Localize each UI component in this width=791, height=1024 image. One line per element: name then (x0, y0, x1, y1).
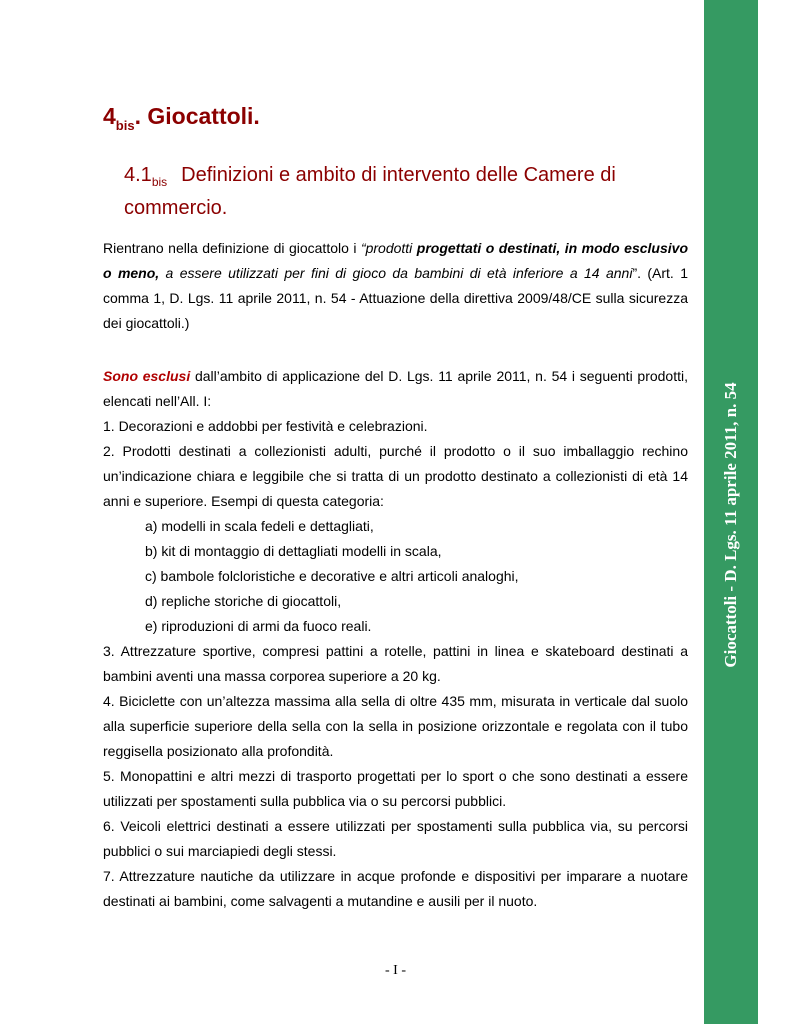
subsection-heading: $4.1_{bis}$ Definizioni e ambito di intervento delle Camere di commercio. (124, 164, 616, 219)
sub-list-item: d) repliche storiche di giocattoli, (145, 593, 342, 609)
list-item: 5. Monopattini e altri mezzi di trasporto progettati per lo sport o che sono destinati a essere utilizzati per spostamenti sulla pubblica via o su percorsi pubblici. (103, 768, 688, 809)
exclusions-intro: Sono esclusi dall’ambito di applicazione del D. Lgs. 11 aprile 2011, n. 54 i seguenti prodotti, elencati nell’All. I: (103, 368, 689, 409)
sidebar-title: Giocattoli - D. Lgs. 11 aprile 2011, n. 54 (721, 382, 740, 668)
exclusions-section (103, 364, 688, 914)
list-item: 6. Veicoli elettrici destinati a essere utilizzati per spostamenti sulla pubblica via, su percorsi pubblici o sui marciapiedi degli stessi. (103, 818, 688, 859)
list-item: 4. Biciclette con un’altezza massima alla sella di oltre 435 mm, misurata in verticale dal suolo alla superficie superiore della sella con la sella in posizione orizzontale e regolata con il tubo reggisella posizionato alla profondità. (103, 693, 688, 759)
section-heading: $4_{bis}$. Giocattoli. (103, 103, 260, 133)
sub-list-item: c) bambole folcloristiche e decorative e altri articoli analoghi, (145, 568, 519, 584)
intro-paragraph: Rientrano nella definizione di giocattolo i “prodotti progettati o destinati, in modo esclusivo o meno, a essere utilizzati per fini di gioco da bambini di età inferiore a 14 anni”. (Art. 1 comma 1, D. Lgs. 11 aprile 2011, n. 54 - Attuazione della direttiva 2009/48/CE sulla sicurezza dei giocattoli.) (103, 240, 688, 331)
list-item: 1. Decorazioni e addobbi per festività e celebrazioni. (103, 418, 428, 434)
list-item: 2. Prodotti destinati a collezionisti adulti, purché il prodotto o il suo imballaggio rechino un’indicazione chiara e leggibile che si tratta di un prodotto destinato a collezionisti di età 14 anni e superiore. Esempi di questa categoria: (103, 443, 688, 509)
page-number: - I - (385, 963, 406, 978)
sub-list-item: a) modelli in scala fedeli e dettagliati, (145, 518, 374, 534)
list-item: 7. Attrezzature nautiche da utilizzare in acque profonde e dispositivi per imparare a nuotare destinati ai bambini, come salvagenti a mutandine e ausili per il nuoto. (103, 868, 688, 909)
list-item: 3. Attrezzature sportive, compresi pattini a rotelle, pattini in linea e skateboard destinati a bambini aventi una massa corporea superiore a 20 kg. (103, 643, 688, 684)
sub-list-item: b) kit di montaggio di dettagliati modelli in scala, (145, 543, 442, 559)
sub-list-item: e) riproduzioni di armi da fuoco reali. (145, 618, 372, 634)
